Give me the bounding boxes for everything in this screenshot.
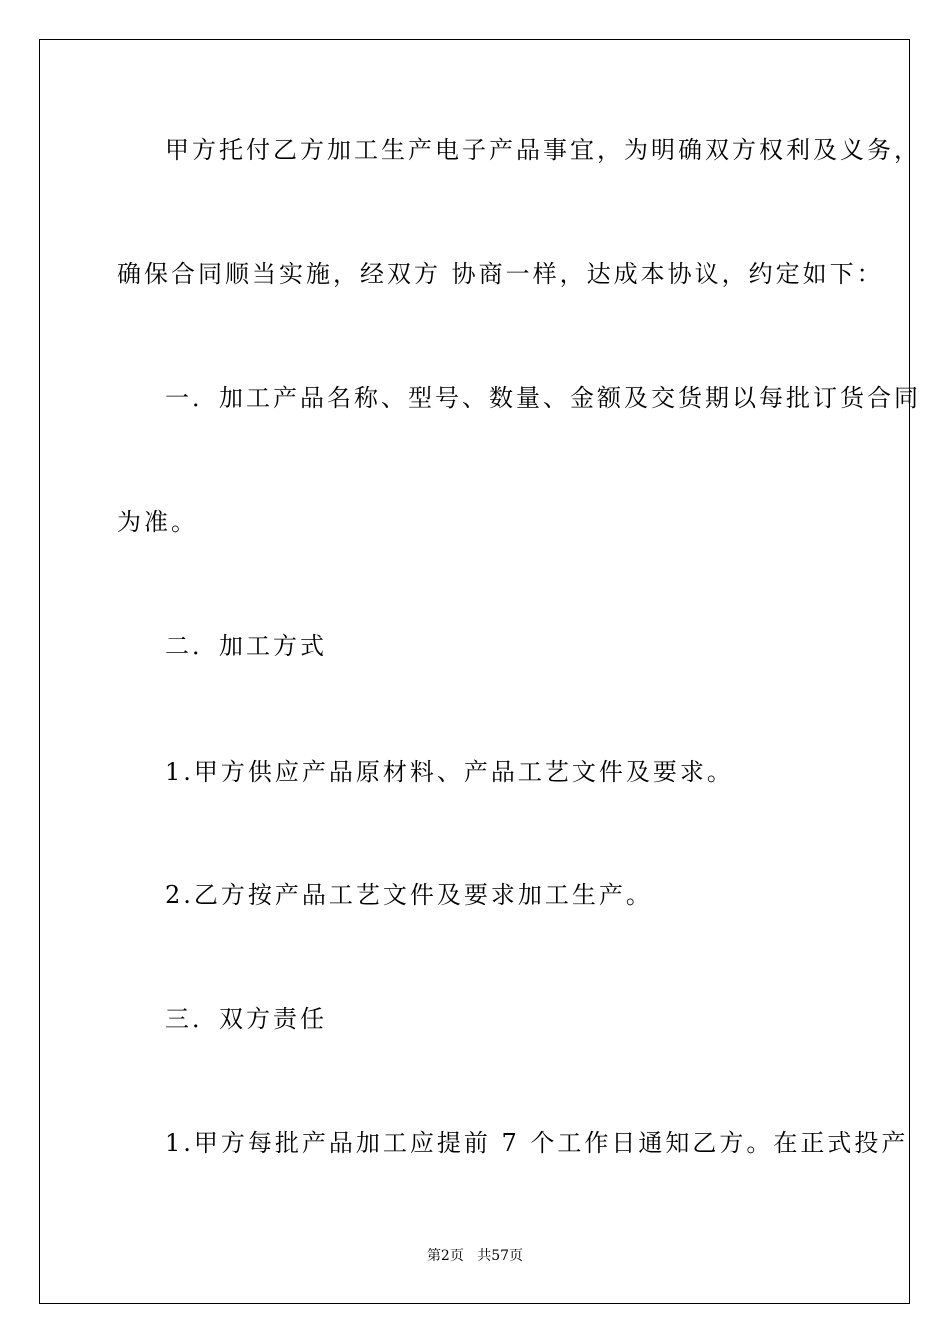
section-2-item-2: 2.乙方按产品工艺文件及要求加工生产。 xyxy=(165,881,653,909)
page-number-label: 第2页 xyxy=(426,1248,464,1264)
section-2-item-1: 1.甲方供应产品原材料、产品工艺文件及要求。 xyxy=(165,758,734,786)
paragraph-intro-line-1: 甲方托付乙方加工生产电子产品事宜，为明确双方权利及义务， xyxy=(165,136,921,164)
section-2-heading: 二．加工方式 xyxy=(165,632,327,660)
section-3-heading: 三．双方责任 xyxy=(165,1005,327,1033)
section-3-item-1: 1.甲方每批产品加工应提前 7 个工作日通知乙方。在正式投产 xyxy=(165,1129,909,1157)
section-1-line-1: 一．加工产品名称、型号、数量、金额及交货期以每批订货合同 xyxy=(165,384,921,412)
paragraph-intro-line-2: 确保合同顺当实施，经双方 协商一样，达成本协议，约定如下： xyxy=(117,260,884,288)
page-total-label: 共57页 xyxy=(477,1248,524,1264)
page-footer xyxy=(0,1247,950,1265)
section-1-line-2: 为准。 xyxy=(117,508,198,536)
page-frame xyxy=(39,39,910,1304)
